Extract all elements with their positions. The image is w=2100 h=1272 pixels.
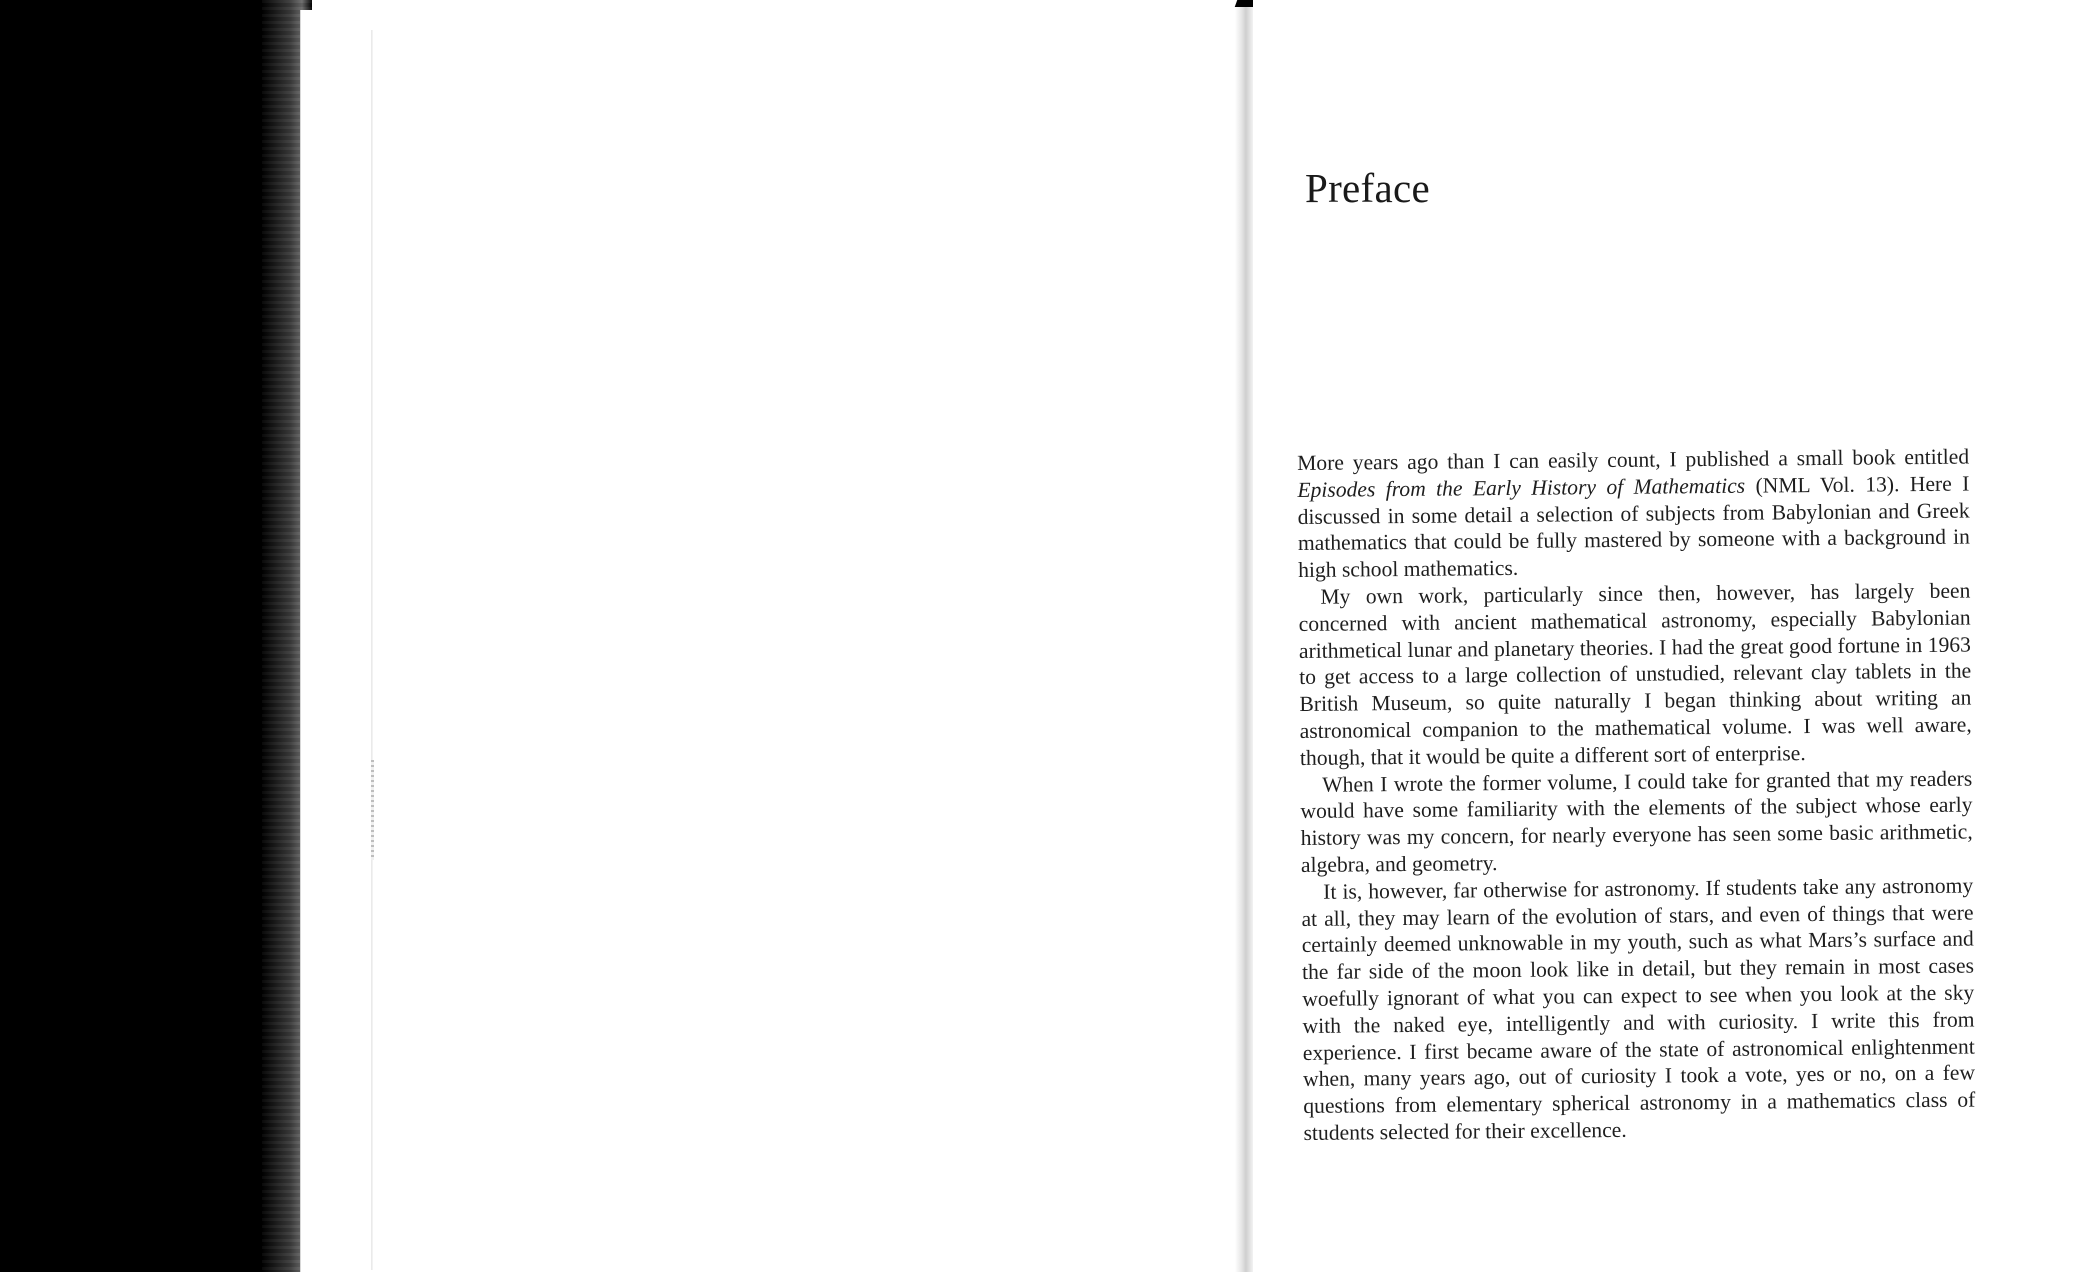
paragraph-2: My own work, particularly since then, however, has largely been concerned with ancient mathematical astronomy, especially Babylonian arithmetical lunar and planetary theories. I had the great good fortune in 1963 to get access to a large collection of unstudied, relevant clay tablets in the British Museum, so quite naturally I began thinking about writing an astronomical companion to the mathematical volume. I was well aware, though, that it would be quite a different sort of enterprise. xyxy=(1298,578,1972,770)
scan-artifact xyxy=(371,760,374,860)
paragraph-1-run-3: (NML Vol. 13). Here I discussed in some detail a selection of subjects from Babylonian and Greek mathematics that could be fully mastered by someone with a background in high school mathematics. xyxy=(1297,471,1970,583)
page-edge-line xyxy=(371,30,373,1270)
paragraph-1 xyxy=(1297,444,1970,584)
book-gutter xyxy=(1235,0,1253,1272)
paragraph-3: When I wrote the former volume, I could take for granted that my readers would have some familiarity with the elements of the subject whose early history was my concern, for nearly everyone has seen some basic arithmetic, algebra, and geometry. xyxy=(1300,766,1973,877)
scanner-edge-shadow xyxy=(0,0,312,1272)
blank-left-page xyxy=(300,10,1236,1272)
book-title-italic: Episodes from the Early History of Mathematics xyxy=(1297,473,1746,502)
paragraph-1-run-1: More years ago than I can easily count, I published a small book entitled xyxy=(1297,444,1970,475)
paragraph-4: It is, however, far otherwise for astronomy. If students take any astronomy at all, they may learn of the evolution of stars, and even of things that were certainly deemed unknowable in my youth, such as what Mars’s surface and the far side of the moon look like in detail, but they remain in most cases woefully ignorant of what you can expect to see when you look at the sky with the naked eye, intelligently and with curiosity. I write this from experience. I first became aware of the state of astronomical enlightenment when, many years ago, out of curiosity I took a vote, yes or no, on a few questions from elementary spherical astronomy in a mathematics class of students selected for their excellence. xyxy=(1301,873,1976,1145)
body-text xyxy=(1297,444,1976,1147)
preface-page xyxy=(1253,0,2100,1272)
chapter-title: Preface xyxy=(1305,165,1430,211)
